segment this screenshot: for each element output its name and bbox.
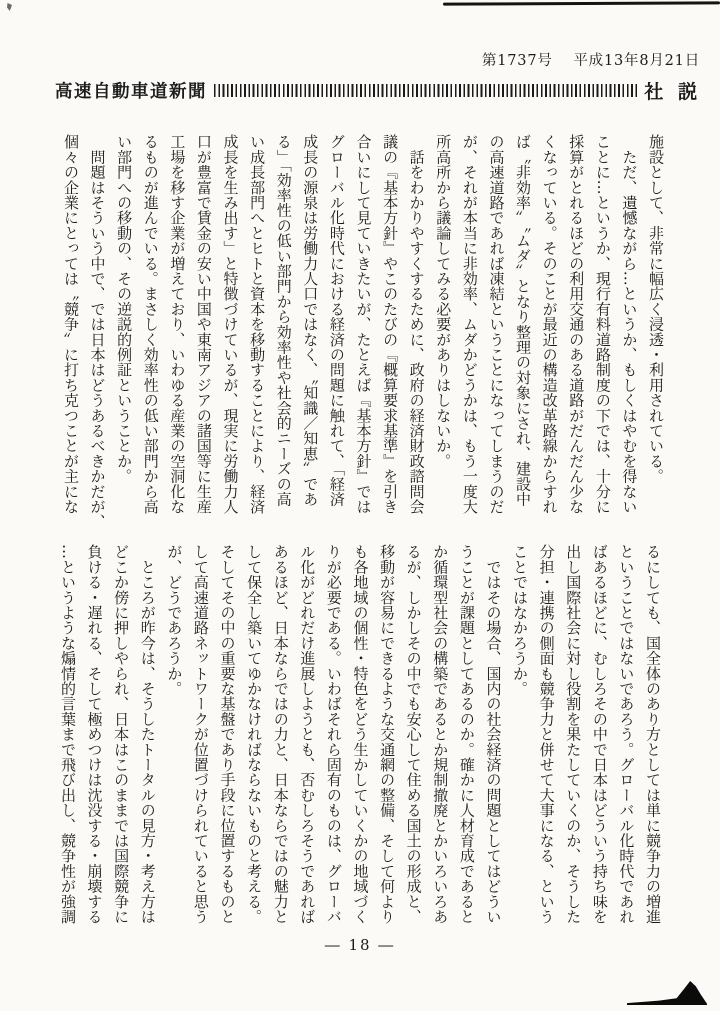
- text-column: 口が豊富で賃金の安い中国や東南アジアの諸国等に生産: [194, 134, 213, 514]
- text-column: か循環型社会の構築であるとか規制撤廃とかいろいろあ: [431, 544, 450, 924]
- text-column: して高速道路ネットワークが位置づけられていると思う: [191, 544, 210, 924]
- text-column: 成長を生み出す」と特徴づけているが、現実に労働力人: [221, 134, 240, 514]
- text-column: …というような煽情的言葉まで飛び出し、競争性が強調: [58, 544, 77, 924]
- text-column: 成長の源泉は労働力人口ではなく、〝知識／知恵〟であ: [301, 134, 320, 507]
- text-column: くなっている。そのことが最近の構造改革路線からすれ: [540, 134, 559, 514]
- text-column: も各地域の個性・特色をどう生かしていくかの地域づく: [351, 544, 370, 924]
- text-column: りが必要である。いわばそれら固有のものは、グローバ: [324, 544, 343, 924]
- text-column: ことに…というか、現行有料道路制度の下では、十分に: [593, 134, 612, 514]
- scan-artifact-top-line: [443, 1, 720, 5]
- text-column: ばあるほどに、むしろその中で日本はどういう持ち味を: [590, 544, 609, 924]
- scan-artifact-corner-blob: [627, 981, 707, 1005]
- text-column: ことではなかろうか。: [511, 544, 530, 696]
- text-column: るものが進んでいる。まさしく効率性の低い部門から高: [141, 134, 160, 514]
- text-column: る」「効率性の低い部門から効率性や社会的ニーズの高: [274, 134, 293, 507]
- text-column: グローバル化時代における経済の問題に触れて、「経済: [327, 134, 346, 507]
- text-column: 採算がとれるほどの利用交通のある道路がだんだん少な: [567, 134, 586, 514]
- text-column: うことが課題としてあるのか。確かに人材育成であると: [457, 544, 476, 924]
- text-column: ところが昨今は、そうしたトータルの見方・考え方は: [138, 544, 157, 924]
- text-column: 負ける・遅れる、そして極めつけは沈没する・崩壊する: [85, 544, 104, 924]
- text-column: 出し国際社会に対し役割を果たしていくのか、そうした: [564, 544, 583, 924]
- text-column: ということではないであろう。グローバル化時代であれ: [617, 544, 636, 924]
- text-column: が、それが本当に非効率、ムダかどうかは、もう一度大: [460, 134, 479, 514]
- text-column: 所高所から議論してみる必要がありはしないか。: [434, 134, 453, 469]
- text-column: ば〝非効率〟〝ムダ〟となり整理の対象にされ、建設中: [514, 134, 533, 507]
- article-bottom-block: [54, 544, 666, 927]
- text-column: 合いにして見ていきたいが、たとえば『基本方針』では: [354, 134, 373, 514]
- text-column: 議の『基本方針』やこのたびの『概算要求基準』を引き: [381, 134, 400, 514]
- stripe-divider: [214, 84, 639, 97]
- article-top-block: [57, 134, 669, 530]
- text-column: 問題はそういう中で、では日本はどうあるべきかだが、: [88, 134, 107, 530]
- text-column: 分担・連携の側面も競争力と併せて大事になる、という: [537, 544, 556, 924]
- text-column: い部門への移動の、その逆説的例証ということか。: [115, 134, 134, 484]
- text-column: い成長部門へとヒトと資本を移動することにより、経済: [248, 134, 267, 514]
- text-column: の高速道路であれば凍結ということになってしまうのだ: [487, 134, 506, 514]
- text-column: そしてその中の重要な基盤であり手段に位置するものと: [218, 544, 237, 924]
- text-column: ただ、遺憾ながら…というか、もしくはやむを得ない: [620, 134, 639, 514]
- text-column: ル化がどれだけ進展しようとも、否むしろそうであれば: [298, 544, 317, 924]
- text-column: るにしても、国全体のあり方としては単に競争力の増進: [644, 544, 662, 924]
- text-column: 施設として、非常に幅広く浸透・利用されている。: [647, 134, 665, 484]
- text-column: 工場を移す企業が増えており、いわゆる産業の空洞化な: [168, 134, 187, 514]
- page-number: ― 18 ―: [324, 936, 396, 954]
- text-column: ではその場合、国内の社会経済の問題としてはどうい: [484, 544, 503, 924]
- text-column: 移動が容易にできるような交通網の整備、そして何より: [378, 544, 397, 924]
- text-column: が、どうであろうか。: [165, 544, 184, 696]
- text-column: どこか傍に押しやられ、日本はこのままでは国際競争に: [112, 544, 131, 924]
- masthead-title: 高速自動車道新聞: [55, 81, 207, 102]
- issue-date-line: 第1737号 平成13年8月21日: [481, 53, 700, 69]
- masthead-row: [55, 77, 701, 103]
- text-column: あるほど、日本ならではの力と、日本ならではの魅力と: [271, 544, 290, 924]
- text-column: 個々の企業にとっては〝競争〟に打ち克つことが主にな: [61, 134, 80, 514]
- text-column: 話をわかりやすくするために、政府の経済財政諮問会: [407, 134, 426, 514]
- text-column: して保全し築いてゆかなければならないものと考える。: [245, 544, 264, 924]
- section-label-editorial: 社 説: [644, 80, 701, 103]
- text-column: るが、しかしその中でも安心して住める国土の形成と、: [404, 544, 423, 924]
- scan-artifact-speck: [7, 3, 12, 11]
